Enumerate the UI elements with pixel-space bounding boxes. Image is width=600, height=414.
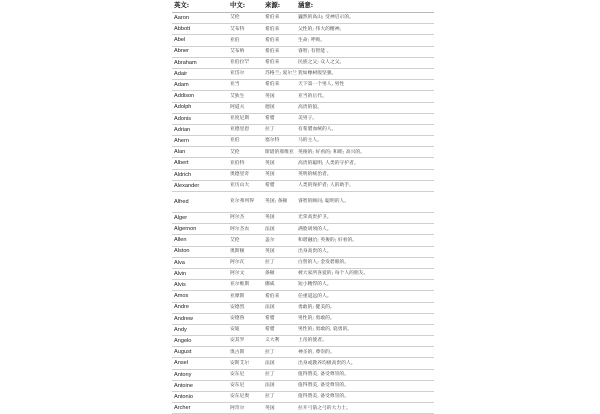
cell-chinese-name: 奥德里奇 <box>228 169 263 180</box>
cell-source: 英国 <box>263 91 296 102</box>
cell-meaning: 美男子。 <box>296 113 434 124</box>
cell-english-name: Aldrich <box>172 169 228 180</box>
table-row <box>172 257 434 268</box>
cell-english-name: Albert <box>172 158 228 169</box>
cell-meaning: 神圣的, 尊崇的。 <box>296 347 434 358</box>
table-row <box>172 169 434 180</box>
header-meaning: 涵意: <box>296 0 434 13</box>
table-row <box>172 192 434 213</box>
cell-meaning: 男性的; 勇敢的。 <box>296 313 434 324</box>
cell-source: 英国 <box>263 246 296 257</box>
cell-source: 英国; 条顿 <box>263 192 296 213</box>
cell-english-name: Ahern <box>172 136 228 147</box>
cell-chinese-name: 亚当 <box>228 80 263 91</box>
cell-source: 希伯来 <box>263 24 296 35</box>
table-row <box>172 158 434 169</box>
cell-meaning: 生命; 呼吸。 <box>296 35 434 46</box>
cell-english-name: Alvis <box>172 280 228 291</box>
cell-chinese-name: 艾伦 <box>228 13 263 24</box>
table-row <box>172 392 434 403</box>
cell-english-name: Alger <box>172 213 228 224</box>
cell-meaning: 上帝的使者。 <box>296 336 434 347</box>
cell-chinese-name: 安东尼奥 <box>228 392 263 403</box>
cell-meaning: 父性的; 伟大的精神。 <box>296 24 434 35</box>
cell-source: 拉丁 <box>263 124 296 135</box>
cell-english-name: Amos <box>172 291 228 302</box>
cell-english-name: Adair <box>172 68 228 79</box>
cell-english-name: Allen <box>172 235 228 246</box>
table-row <box>172 68 434 79</box>
table-row <box>172 180 434 191</box>
table-row <box>172 280 434 291</box>
cell-english-name: Antony <box>172 369 228 380</box>
table-row <box>172 147 434 158</box>
cell-chinese-name: 亚尔维斯 <box>228 280 263 291</box>
cell-source: 希腊 <box>263 180 296 191</box>
cell-english-name: Adonis <box>172 113 228 124</box>
cell-meaning: 天下第一个男人, 男性 <box>296 80 434 91</box>
table-row <box>172 224 434 235</box>
cell-chinese-name: 安德烈 <box>228 302 263 313</box>
cell-source: 英国 <box>263 403 296 414</box>
cell-chinese-name: 安其罗 <box>228 336 263 347</box>
table-row <box>172 347 434 358</box>
cell-source: 希伯来 <box>263 57 296 68</box>
table-row <box>172 403 434 414</box>
cell-chinese-name: 亚岱尔 <box>228 68 263 79</box>
table-row <box>172 313 434 324</box>
cell-english-name: August <box>172 347 228 358</box>
cell-source: 拉丁 <box>263 392 296 403</box>
cell-meaning: 睿智的顾问; 聪明的人。 <box>296 192 434 213</box>
cell-meaning: 白皙的人; 金发碧眼的。 <box>296 257 434 268</box>
cell-source: 希伯来 <box>263 13 296 24</box>
cell-meaning: 光荣高贵护卫。 <box>296 213 434 224</box>
table-row <box>172 336 434 347</box>
table-row <box>172 136 434 147</box>
cell-english-name: Alan <box>172 147 228 158</box>
cell-chinese-name: 安东尼 <box>228 369 263 380</box>
cell-meaning: 值得赞美, 备受尊崇的。 <box>296 380 434 391</box>
cell-meaning: 短小精悍的人。 <box>296 280 434 291</box>
table-row <box>172 80 434 91</box>
cell-english-name: Ansel <box>172 358 228 369</box>
cell-source: 盖尔 <box>263 235 296 246</box>
cell-english-name: Angelo <box>172 336 228 347</box>
cell-meaning: 巍然的高山; 受神启示的。 <box>296 13 434 24</box>
cell-english-name: Alva <box>172 257 228 268</box>
cell-source: 英国 <box>263 169 296 180</box>
cell-chinese-name: 安迪 <box>228 324 263 335</box>
cell-source: 条顿 <box>263 268 296 279</box>
cell-source: 英国 <box>263 158 296 169</box>
header-source: 来源: <box>263 0 296 13</box>
cell-chinese-name: 艾伦 <box>228 147 263 158</box>
cell-chinese-name: 阿尔杰农 <box>228 224 263 235</box>
cell-source: 法国 <box>263 358 296 369</box>
cell-source: 拉丁 <box>263 347 296 358</box>
table-body <box>172 13 434 414</box>
cell-english-name: Adolph <box>172 102 228 113</box>
cell-english-name: Archer <box>172 403 228 414</box>
header-english: 英文: <box>172 0 228 13</box>
cell-chinese-name: 阿尔文 <box>228 268 263 279</box>
cell-english-name: Alfred <box>172 192 228 213</box>
table-row <box>172 213 434 224</box>
cell-source: 法国 <box>263 302 296 313</box>
table-row <box>172 380 434 391</box>
table-row <box>172 291 434 302</box>
cell-chinese-name: 亚伯特 <box>228 158 263 169</box>
cell-chinese-name: 阿尔瓦 <box>228 257 263 268</box>
cell-chinese-name: 阿道夫 <box>228 102 263 113</box>
cell-meaning: 值得赞美, 备受尊崇的。 <box>296 369 434 380</box>
cell-meaning: 有希腊血统的人。 <box>296 124 434 135</box>
cell-english-name: Alvin <box>172 268 228 279</box>
cell-english-name: Alexander <box>172 180 228 191</box>
cell-source: 英国 <box>263 213 296 224</box>
table-row <box>172 102 434 113</box>
cell-english-name: Algernon <box>172 224 228 235</box>
cell-english-name: Andrew <box>172 313 228 324</box>
cell-meaning: 犹如橡树般坚强。 <box>296 68 434 79</box>
cell-chinese-name: 亚历山大 <box>228 180 263 191</box>
cell-chinese-name: 亚尔弗列得 <box>228 192 263 213</box>
cell-meaning: 马的主人。 <box>296 136 434 147</box>
cell-source: 拉丁 <box>263 257 296 268</box>
table-row <box>172 35 434 46</box>
table-row <box>172 13 434 24</box>
cell-meaning: 高贵的狼。 <box>296 102 434 113</box>
cell-chinese-name: 奥斯顿 <box>228 246 263 257</box>
cell-english-name: Abner <box>172 46 228 57</box>
cell-chinese-name: 艾狄生 <box>228 91 263 102</box>
cell-meaning: 亚当的后代。 <box>296 91 434 102</box>
cell-chinese-name: 安斯艾尔 <box>228 358 263 369</box>
table-row <box>172 46 434 57</box>
table-row <box>172 124 434 135</box>
cell-meaning: 英俊的; 好看的; 和睦; 高兴的。 <box>296 147 434 158</box>
cell-meaning: 高贵的聪明; 人类的守护者。 <box>296 158 434 169</box>
table-row <box>172 57 434 68</box>
table-row <box>172 235 434 246</box>
cell-source: 拉丁 <box>263 369 296 380</box>
cell-source: 塞尔特 <box>263 136 296 147</box>
header-chinese: 中文: <box>228 0 263 13</box>
cell-chinese-name: 亚度尼斯 <box>228 113 263 124</box>
table-row <box>172 358 434 369</box>
cell-english-name: Addison <box>172 91 228 102</box>
table-row <box>172 91 434 102</box>
cell-english-name: Antoine <box>172 380 228 391</box>
cell-meaning: 英明的统治者。 <box>296 169 434 180</box>
cell-meaning: 出身或教养均极高贵的人。 <box>296 358 434 369</box>
cell-source: 希伯来 <box>263 80 296 91</box>
cell-meaning: 男性的; 勇敢的, 骁勇的。 <box>296 324 434 335</box>
cell-source: 法国 <box>263 224 296 235</box>
cell-meaning: 满脸胡须的人。 <box>296 224 434 235</box>
cell-english-name: Andy <box>172 324 228 335</box>
cell-english-name: Abel <box>172 35 228 46</box>
cell-meaning: 出身高贵的人。 <box>296 246 434 257</box>
cell-source: 斯堪的那维亚 <box>263 147 296 158</box>
cell-meaning: 任重道远的人。 <box>296 291 434 302</box>
table-row <box>172 324 434 335</box>
cell-english-name: Andre <box>172 302 228 313</box>
cell-chinese-name: 安德鲁 <box>228 313 263 324</box>
cell-meaning: 和谐融洽; 英俊的; 好看的。 <box>296 235 434 246</box>
cell-source: 希腊 <box>263 324 296 335</box>
cell-source: 希伯来 <box>263 46 296 57</box>
table-row <box>172 268 434 279</box>
cell-english-name: Abbott <box>172 24 228 35</box>
cell-source: 德国 <box>263 102 296 113</box>
table-row <box>172 246 434 257</box>
cell-meaning: 人类的保护者; 人的助手。 <box>296 180 434 191</box>
cell-english-name: Abraham <box>172 57 228 68</box>
cell-meaning: 值得赞美, 备受尊崇的。 <box>296 392 434 403</box>
cell-source: 希伯来 <box>263 35 296 46</box>
cell-source: 法国 <box>263 380 296 391</box>
cell-english-name: Antonio <box>172 392 228 403</box>
table-row <box>172 369 434 380</box>
cell-source: 苏格兰; 爱尔兰 <box>263 68 296 79</box>
cell-chinese-name: 艾布特 <box>228 24 263 35</box>
cell-chinese-name: 亚摩斯 <box>228 291 263 302</box>
table-row <box>172 113 434 124</box>
cell-chinese-name: 亚伯 <box>228 35 263 46</box>
cell-chinese-name: 亚伯 <box>228 136 263 147</box>
cell-meaning: 勇敢的; 健美的。 <box>296 302 434 313</box>
table-header-row <box>172 0 434 13</box>
table-row <box>172 302 434 313</box>
english-names-table <box>172 0 434 414</box>
cell-chinese-name: 阿尔杰 <box>228 213 263 224</box>
cell-english-name: Aaron <box>172 13 228 24</box>
cell-chinese-name: 阿奇尔 <box>228 403 263 414</box>
cell-meaning: 民族之父; 众人之父。 <box>296 57 434 68</box>
cell-source: 挪威 <box>263 280 296 291</box>
cell-source: 希腊 <box>263 113 296 124</box>
cell-chinese-name: 艾布纳 <box>228 46 263 57</box>
cell-meaning: 拉开弓箭之弓的大力士。 <box>296 403 434 414</box>
cell-english-name: Adrian <box>172 124 228 135</box>
cell-english-name: Alston <box>172 246 228 257</box>
cell-source: 希伯来 <box>263 291 296 302</box>
cell-chinese-name: 安东尼 <box>228 380 263 391</box>
cell-source: 义大利 <box>263 336 296 347</box>
cell-meaning: 睿智; 有智能 。 <box>296 46 434 57</box>
cell-chinese-name: 艾伦 <box>228 235 263 246</box>
cell-chinese-name: 亚伯拉罕 <box>228 57 263 68</box>
cell-chinese-name: 奥古斯 <box>228 347 263 358</box>
cell-source: 希腊 <box>263 313 296 324</box>
cell-english-name: Adam <box>172 80 228 91</box>
cell-meaning: 被大家所喜爱的; 每个人的朋友。 <box>296 268 434 279</box>
table-row <box>172 24 434 35</box>
cell-chinese-name: 亚德里恩 <box>228 124 263 135</box>
